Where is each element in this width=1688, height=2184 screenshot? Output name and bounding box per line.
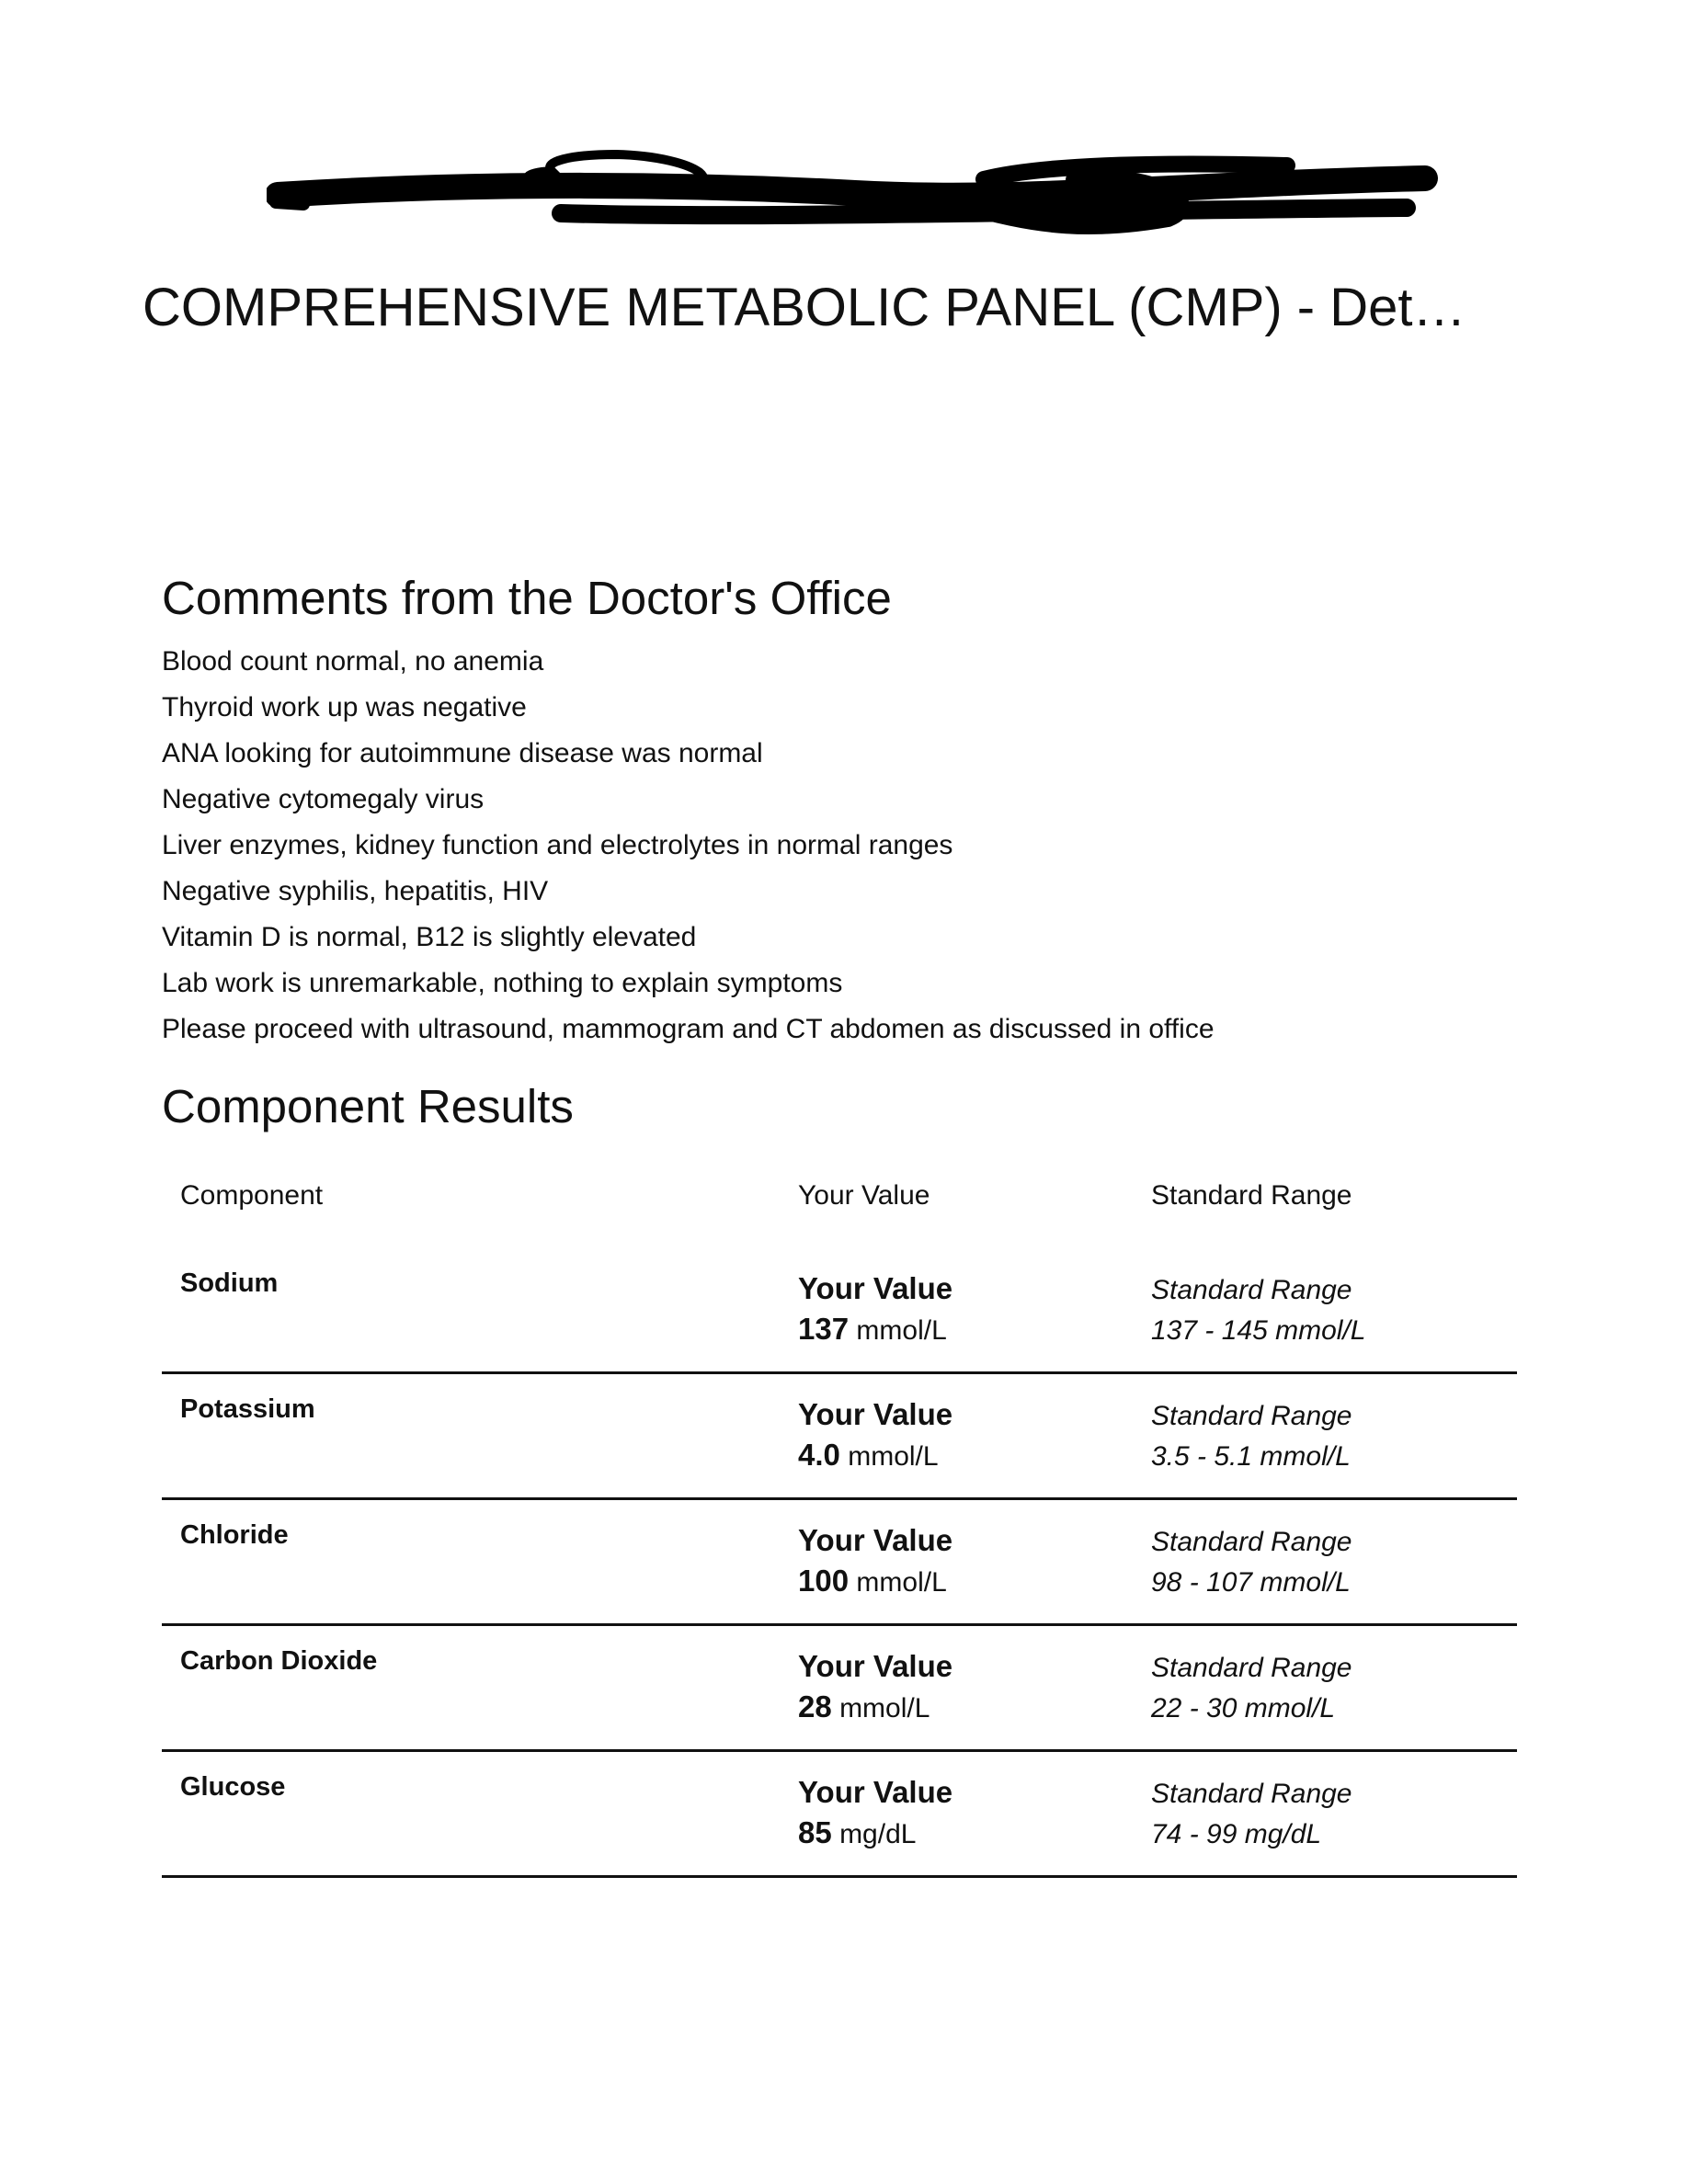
- component-name: Carbon Dioxide: [180, 1646, 378, 1677]
- column-header-value: Your Value: [798, 1180, 930, 1211]
- value-unit: mmol/L: [848, 1441, 939, 1473]
- comment-item: Vitamin D is normal, B12 is slightly elevated: [162, 922, 697, 953]
- column-header-component: Component: [180, 1180, 324, 1211]
- range-cell: [1133, 1373, 1517, 1499]
- value-unit: mmol/L: [839, 1693, 930, 1724]
- range-value: 98 - 107 mmol/L: [1151, 1567, 1351, 1598]
- column-header-range: Standard Range: [1151, 1180, 1352, 1211]
- comment-item: Blood count normal, no anemia: [162, 646, 544, 677]
- value-number: 137: [798, 1312, 850, 1347]
- range-label: Standard Range: [1151, 1779, 1352, 1810]
- value-number: 85: [798, 1815, 832, 1850]
- range-label: Standard Range: [1151, 1401, 1352, 1432]
- range-cell: [1133, 1248, 1517, 1373]
- value-unit: mmol/L: [856, 1567, 947, 1598]
- page-title: COMPREHENSIVE METABOLIC PANEL (CMP) - Det…: [143, 278, 1466, 337]
- component-name: Sodium: [180, 1268, 279, 1299]
- value-unit: mg/dL: [839, 1819, 917, 1850]
- value-cell: [780, 1751, 1133, 1877]
- table-row: [162, 1248, 1517, 1373]
- results-table: [162, 1180, 1517, 1878]
- value-cell: [780, 1625, 1133, 1751]
- value-cell: [780, 1248, 1133, 1373]
- value-number: 28: [798, 1689, 832, 1724]
- value-label: Your Value: [798, 1271, 953, 1306]
- comment-item: Thyroid work up was negative: [162, 692, 527, 723]
- value-number: 4.0: [798, 1438, 840, 1473]
- range-value: 3.5 - 5.1 mmol/L: [1151, 1441, 1351, 1473]
- value-number: 100: [798, 1564, 850, 1598]
- component-name: Chloride: [180, 1520, 289, 1551]
- value-label: Your Value: [798, 1523, 953, 1558]
- main-content: [162, 570, 1523, 1878]
- range-label: Standard Range: [1151, 1527, 1352, 1558]
- value-label: Your Value: [798, 1649, 953, 1684]
- range-cell: [1133, 1625, 1517, 1751]
- comment-item: ANA looking for autoimmune disease was normal: [162, 738, 763, 769]
- component-cell: [162, 1373, 780, 1499]
- table-row: [162, 1751, 1517, 1877]
- range-value: 22 - 30 mmol/L: [1151, 1693, 1336, 1724]
- value-label: Your Value: [798, 1775, 953, 1810]
- component-name: Potassium: [180, 1394, 315, 1425]
- table-row: [162, 1499, 1517, 1625]
- range-label: Standard Range: [1151, 1275, 1352, 1306]
- comment-item: Lab work is unremarkable, nothing to explain symptoms: [162, 968, 843, 999]
- value-label: Your Value: [798, 1397, 953, 1432]
- value-unit: mmol/L: [856, 1315, 947, 1347]
- redaction-scribble: [267, 138, 1462, 248]
- component-cell: [162, 1499, 780, 1625]
- value-cell: [780, 1373, 1133, 1499]
- range-cell: [1133, 1751, 1517, 1877]
- comment-item: Negative syphilis, hepatitis, HIV: [162, 876, 549, 907]
- range-cell: [1133, 1499, 1517, 1625]
- range-value: 74 - 99 mg/dL: [1151, 1819, 1322, 1850]
- range-value: 137 - 145 mmol/L: [1151, 1315, 1366, 1347]
- comment-item: Please proceed with ultrasound, mammogram and CT abdomen as discussed in office: [162, 1014, 1215, 1045]
- component-name: Glucose: [180, 1772, 286, 1803]
- table-row: [162, 1625, 1517, 1751]
- component-cell: [162, 1248, 780, 1373]
- comments-heading: Comments from the Doctor's Office: [162, 572, 892, 624]
- comment-item: Liver enzymes, kidney function and electrolytes in normal ranges: [162, 830, 953, 861]
- comment-item: Negative cytomegaly virus: [162, 784, 485, 815]
- component-cell: [162, 1751, 780, 1877]
- results-heading: Component Results: [162, 1080, 574, 1133]
- component-cell: [162, 1625, 780, 1751]
- comments-list: [162, 639, 1523, 1052]
- range-label: Standard Range: [1151, 1653, 1352, 1684]
- value-cell: [780, 1499, 1133, 1625]
- results-header-row: [162, 1180, 1517, 1248]
- table-row: [162, 1373, 1517, 1499]
